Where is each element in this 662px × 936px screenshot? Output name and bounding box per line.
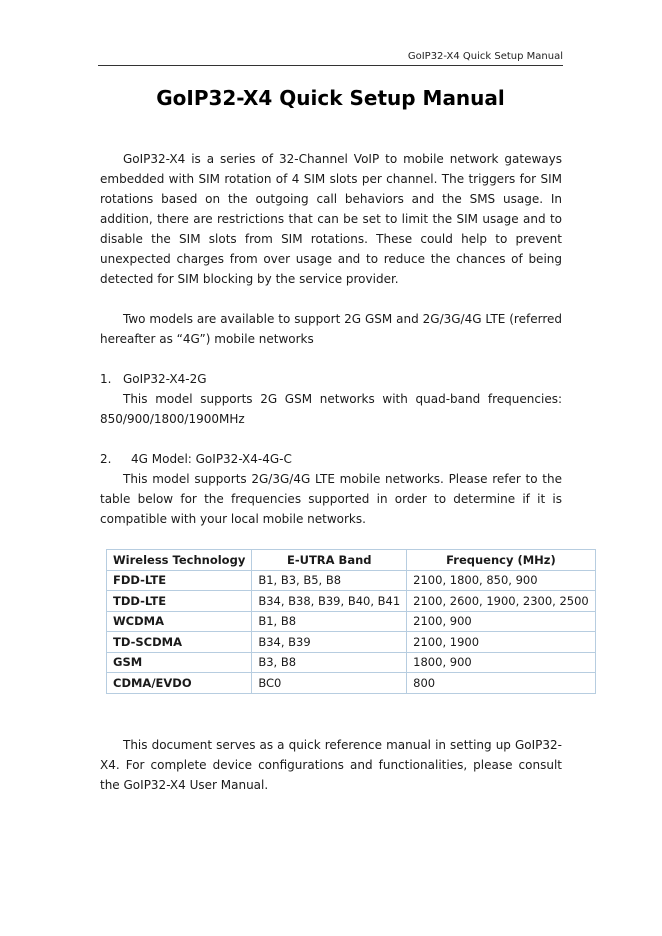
list-number: 2. <box>100 452 112 466</box>
column-header: E-UTRA Band <box>252 550 407 571</box>
table-cell-technology: FDD-LTE <box>107 570 252 591</box>
frequency-table <box>106 549 596 694</box>
table-cell-technology: WCDMA <box>107 611 252 632</box>
table-row <box>107 632 596 653</box>
table-cell-band: B3, B8 <box>252 652 407 673</box>
table-cell-technology: CDMA/EVDO <box>107 673 252 694</box>
table-cell-frequency: 2100, 1800, 850, 900 <box>407 570 596 591</box>
model-name: GoIP32-X4-2G <box>123 372 207 386</box>
table-cell-frequency: 800 <box>407 673 596 694</box>
table-cell-band: B1, B3, B5, B8 <box>252 570 407 591</box>
list-item-model-2g <box>100 369 207 389</box>
list-number: 1. <box>100 372 112 386</box>
table-cell-frequency: 2100, 1900 <box>407 632 596 653</box>
column-header: Wireless Technology <box>107 550 252 571</box>
model-2g-description: This model supports 2G GSM networks with quad-band frequencies: 850/900/1800/1900MHz <box>100 392 562 426</box>
page-title: GoIP32-X4 Quick Setup Manual <box>156 86 505 110</box>
running-header: GoIP32-X4 Quick Setup Manual <box>407 51 563 62</box>
table-cell-band: BC0 <box>252 673 407 694</box>
intro-paragraph: GoIP32-X4 is a series of 32-Channel VoIP to mobile network gateways embedded with SIM rotation of 4 SIM slots per channel. The triggers for SIM rotations based on the outgoing call behaviors and the SMS usage. In addition, there are restrictions that can be set to limit the SIM usage and to disable the SIM slots from SIM rotations. These could help to prevent unexpected charges from over usage and to reduce the chances of being detected for SIM blocking by the service provider. <box>100 152 562 286</box>
table-cell-band: B34, B39 <box>252 632 407 653</box>
table-row <box>107 570 596 591</box>
table-cell-frequency: 1800, 900 <box>407 652 596 673</box>
table-cell-technology: TD-SCDMA <box>107 632 252 653</box>
header-rule <box>98 65 563 66</box>
list-item-model-4g <box>100 449 292 469</box>
table-cell-band: B34, B38, B39, B40, B41 <box>252 591 407 612</box>
table-cell-frequency: 2100, 900 <box>407 611 596 632</box>
table-row <box>107 611 596 632</box>
models-intro-paragraph: Two models are available to support 2G GSM and 2G/3G/4G LTE (referred hereafter as “4G”) mobile networks <box>100 312 562 346</box>
column-header: Frequency (MHz) <box>407 550 596 571</box>
table-cell-band: B1, B8 <box>252 611 407 632</box>
table-cell-technology: TDD-LTE <box>107 591 252 612</box>
model-name: 4G Model: GoIP32-X4-4G-C <box>131 452 292 466</box>
table-cell-frequency: 2100, 2600, 1900, 2300, 2500 <box>407 591 596 612</box>
table-row <box>107 673 596 694</box>
closing-paragraph: This document serves as a quick reference manual in setting up GoIP32-X4. For complete device configurations and functionalities, please consult the GoIP32-X4 User Manual. <box>100 738 562 792</box>
table-row <box>107 591 596 612</box>
table-header-row <box>107 550 596 571</box>
table-row <box>107 652 596 673</box>
model-4g-description: This model supports 2G/3G/4G LTE mobile networks. Please refer to the table below for the frequencies supported in order to determine if it is compatible with your local mobile networks. <box>100 472 562 526</box>
table-cell-technology: GSM <box>107 652 252 673</box>
